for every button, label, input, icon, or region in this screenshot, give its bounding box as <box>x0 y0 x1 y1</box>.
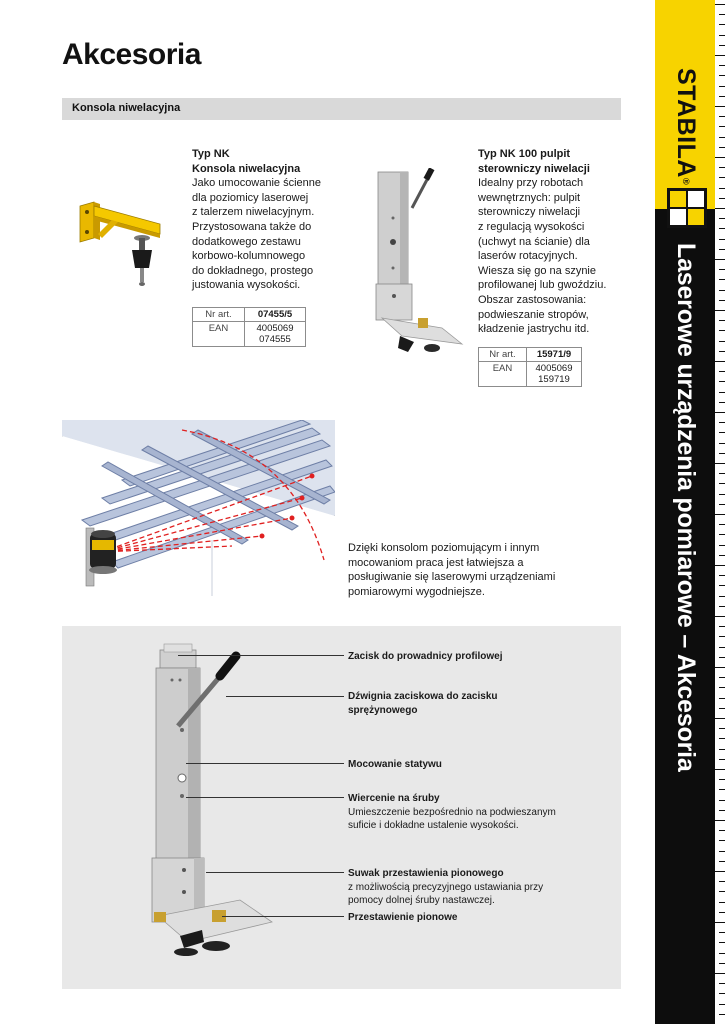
leader-line <box>186 763 344 764</box>
ruler-tick <box>719 759 725 760</box>
section-title: Konsola niwelacyjna <box>72 102 181 114</box>
ruler-tick <box>719 636 725 637</box>
ruler-tick <box>719 453 725 454</box>
product-nk100-desc-line: sterowniczy niwelacji <box>478 206 581 219</box>
ruler-tick <box>719 626 725 627</box>
product-nk100-text <box>478 147 628 337</box>
ruler-tick <box>719 494 725 495</box>
leader-line <box>178 655 344 656</box>
nk100-column-image <box>372 168 468 360</box>
page-ruler <box>715 0 725 1024</box>
art-label: Nr art. <box>479 348 527 362</box>
ruler-tick <box>719 606 725 607</box>
ruler-tick <box>719 188 725 189</box>
product-nk100-title-1: Typ NK 100 pulpit <box>478 148 571 160</box>
leader-line <box>186 797 344 798</box>
ruler-tick <box>719 800 725 801</box>
product-nk100-desc-line: kładzenie jastrychu itd. <box>478 323 590 336</box>
ruler-tick <box>719 677 725 678</box>
product-nk100-title-2: sterowniczy niwelacji <box>478 162 590 175</box>
ruler-tick <box>719 14 725 15</box>
callout-vertical-slider: Suwak przestawienia pionowego z możliwością precyzyjnego ustawiania przy pomocy dolnej śruby nastawczej. <box>348 868 544 907</box>
ruler-tick <box>719 728 725 729</box>
ruler-tick <box>719 647 725 648</box>
product-nk100-desc-line: podwieszanie stropów, <box>478 308 589 321</box>
ruler-tick <box>719 902 725 903</box>
nk-bracket-image <box>76 198 166 290</box>
ruler-tick <box>719 249 725 250</box>
ruler-tick <box>719 840 725 841</box>
ruler-tick <box>719 290 725 291</box>
ruler-tick <box>719 35 725 36</box>
ruler-tick <box>715 667 725 668</box>
ruler-tick <box>715 463 725 464</box>
ruler-tick <box>719 698 725 699</box>
ruler-tick <box>719 596 725 597</box>
ruler-tick <box>715 55 725 56</box>
product-nk100-desc-line: wewnętrznych: pulpit <box>478 191 581 204</box>
brand-logo-text: STABILA® <box>672 68 700 186</box>
ruler-tick <box>715 157 725 158</box>
art-number: 07455/5 <box>245 308 306 322</box>
product-nk-desc-line: dla poziomicy laserowej <box>192 191 309 204</box>
ruler-tick <box>719 830 725 831</box>
ruler-tick <box>719 116 725 117</box>
ruler-tick <box>715 565 725 566</box>
ruler-tick <box>719 932 725 933</box>
ruler-tick <box>719 443 725 444</box>
product-nk-title-1: Typ NK <box>192 148 230 160</box>
callout-profile-clamp: Zacisk do prowadnicy profilowej <box>348 651 503 662</box>
ruler-tick <box>719 881 725 882</box>
product-nk100-desc-line: laserów rotacyjnych. <box>478 250 578 263</box>
ruler-tick <box>719 993 725 994</box>
product-nk100-art-table <box>478 347 582 387</box>
ruler-tick <box>719 75 725 76</box>
page-title: Akcesoria <box>62 38 201 71</box>
ruler-tick <box>719 228 725 229</box>
ruler-tick <box>719 912 725 913</box>
ruler-tick <box>719 555 725 556</box>
product-nk-desc-line: justowania wysokości. <box>192 279 301 292</box>
ruler-tick <box>715 718 725 719</box>
ruler-tick <box>719 330 725 331</box>
ruler-tick <box>715 106 725 107</box>
product-nk-desc-line: korbowo-kolumnowego <box>192 250 306 263</box>
callout-clamp-lever: Dźwignia zaciskowa do zacisku sprężynowego <box>348 691 498 716</box>
ruler-tick <box>719 749 725 750</box>
product-nk-title-2: Konsola niwelacyjna <box>192 162 301 175</box>
ruler-tick <box>719 810 725 811</box>
ruler-tick <box>719 198 725 199</box>
ruler-tick <box>719 524 725 525</box>
side-vertical-title: Laserowe urządzenia pomiarowe – Akcesoria <box>672 243 700 772</box>
ruler-tick <box>719 953 725 954</box>
product-nk100-desc-line: (uchwyt na ścianie) dla <box>478 235 590 248</box>
ean-label: EAN <box>193 322 245 347</box>
ruler-tick <box>719 779 725 780</box>
ruler-tick <box>719 167 725 168</box>
product-nk-text <box>192 147 342 293</box>
product-nk-art-table <box>192 307 306 347</box>
callout-tripod-mount: Mocowanie statywu <box>348 759 442 770</box>
ceiling-laser-illustration <box>62 420 335 596</box>
ruler-tick <box>719 320 725 321</box>
ruler-tick <box>715 259 725 260</box>
ruler-tick <box>715 514 725 515</box>
ruler-tick <box>715 412 725 413</box>
ruler-tick <box>719 371 725 372</box>
ean-number: 4005069 074555 <box>245 322 306 347</box>
ruler-tick <box>719 279 725 280</box>
stabila-logo-icon <box>667 188 707 228</box>
section-header <box>62 98 621 120</box>
ruler-tick <box>719 86 725 87</box>
ruler-tick <box>715 208 725 209</box>
product-nk-desc-line: do dokładnego, prostego <box>192 264 314 277</box>
ruler-tick <box>719 1014 725 1015</box>
art-label: Nr art. <box>193 308 245 322</box>
ruler-tick <box>719 177 725 178</box>
ruler-tick <box>715 310 725 311</box>
ruler-tick <box>719 657 725 658</box>
ruler-tick <box>719 789 725 790</box>
ruler-tick <box>719 45 725 46</box>
ruler-tick <box>719 545 725 546</box>
ruler-tick <box>715 820 725 821</box>
product-nk-desc-line: Przystosowana także do <box>192 220 312 233</box>
product-nk100-desc-line: z regulacją wysokości <box>478 220 585 233</box>
ruler-tick <box>719 65 725 66</box>
callout-vertical-adjustment: Przestawienie pionowe <box>348 912 458 923</box>
product-nk100-desc-line: Idealny przy robotach <box>478 177 584 190</box>
product-nk100-desc-line: Obszar zastosowania: <box>478 293 587 306</box>
ruler-tick <box>719 392 725 393</box>
leader-line <box>206 872 344 873</box>
ruler-tick <box>719 381 725 382</box>
ruler-tick <box>719 432 725 433</box>
ruler-tick <box>719 351 725 352</box>
product-nk100-desc-line: Wiesza się go na szynie <box>478 264 596 277</box>
ruler-tick <box>719 402 725 403</box>
illustration-caption: Dzięki konsolom poziomującym i innym mocowaniom praca jest łatwiejsza a posługiwanie się laserowymi urządzeniami pomiarowymi wygodniejsze. <box>348 542 556 598</box>
ruler-tick <box>719 708 725 709</box>
ruler-tick <box>719 738 725 739</box>
ruler-tick <box>715 871 725 872</box>
ruler-tick <box>719 483 725 484</box>
ruler-tick <box>719 422 725 423</box>
ruler-tick <box>715 769 725 770</box>
product-nk100-desc-line: profilowanej lub gwoździu. <box>478 279 607 292</box>
ruler-tick <box>719 473 725 474</box>
leader-line <box>226 696 344 697</box>
art-number: 15971/9 <box>527 348 582 362</box>
ruler-tick <box>719 585 725 586</box>
ruler-tick <box>715 361 725 362</box>
nk100-detail-image <box>140 630 280 960</box>
ruler-tick <box>719 983 725 984</box>
product-nk-desc-line: dodatkowego zestawu <box>192 235 301 248</box>
ruler-tick <box>719 575 725 576</box>
callout-screw-drilling: Wiercenie na śruby Umieszczenie bezpośrednio na podwieszanym suficie i dokładne ustalenie wysokości. <box>348 793 556 832</box>
ruler-tick <box>715 4 725 5</box>
ruler-tick <box>719 963 725 964</box>
ruler-tick <box>715 616 725 617</box>
ruler-tick <box>719 534 725 535</box>
ruler-tick <box>719 851 725 852</box>
ruler-tick <box>719 942 725 943</box>
ruler-tick <box>719 891 725 892</box>
ruler-tick <box>719 341 725 342</box>
ruler-tick <box>719 687 725 688</box>
ruler-tick <box>719 96 725 97</box>
ruler-tick <box>719 239 725 240</box>
ruler-tick <box>715 922 725 923</box>
ruler-tick <box>715 973 725 974</box>
ruler-tick <box>719 1004 725 1005</box>
ean-number: 4005069 159719 <box>527 362 582 387</box>
leader-line <box>222 916 344 917</box>
product-nk-desc-line: Jako umocowanie ścienne <box>192 177 322 190</box>
ruler-tick <box>719 861 725 862</box>
ruler-tick <box>719 300 725 301</box>
ean-label: EAN <box>479 362 527 387</box>
ruler-tick <box>719 504 725 505</box>
ruler-tick <box>719 126 725 127</box>
ruler-tick <box>719 147 725 148</box>
ruler-tick <box>719 218 725 219</box>
ruler-tick <box>719 269 725 270</box>
ruler-tick <box>719 137 725 138</box>
product-nk-desc-line: z talerzem niwelacyjnym. <box>192 206 315 219</box>
ruler-tick <box>719 24 725 25</box>
